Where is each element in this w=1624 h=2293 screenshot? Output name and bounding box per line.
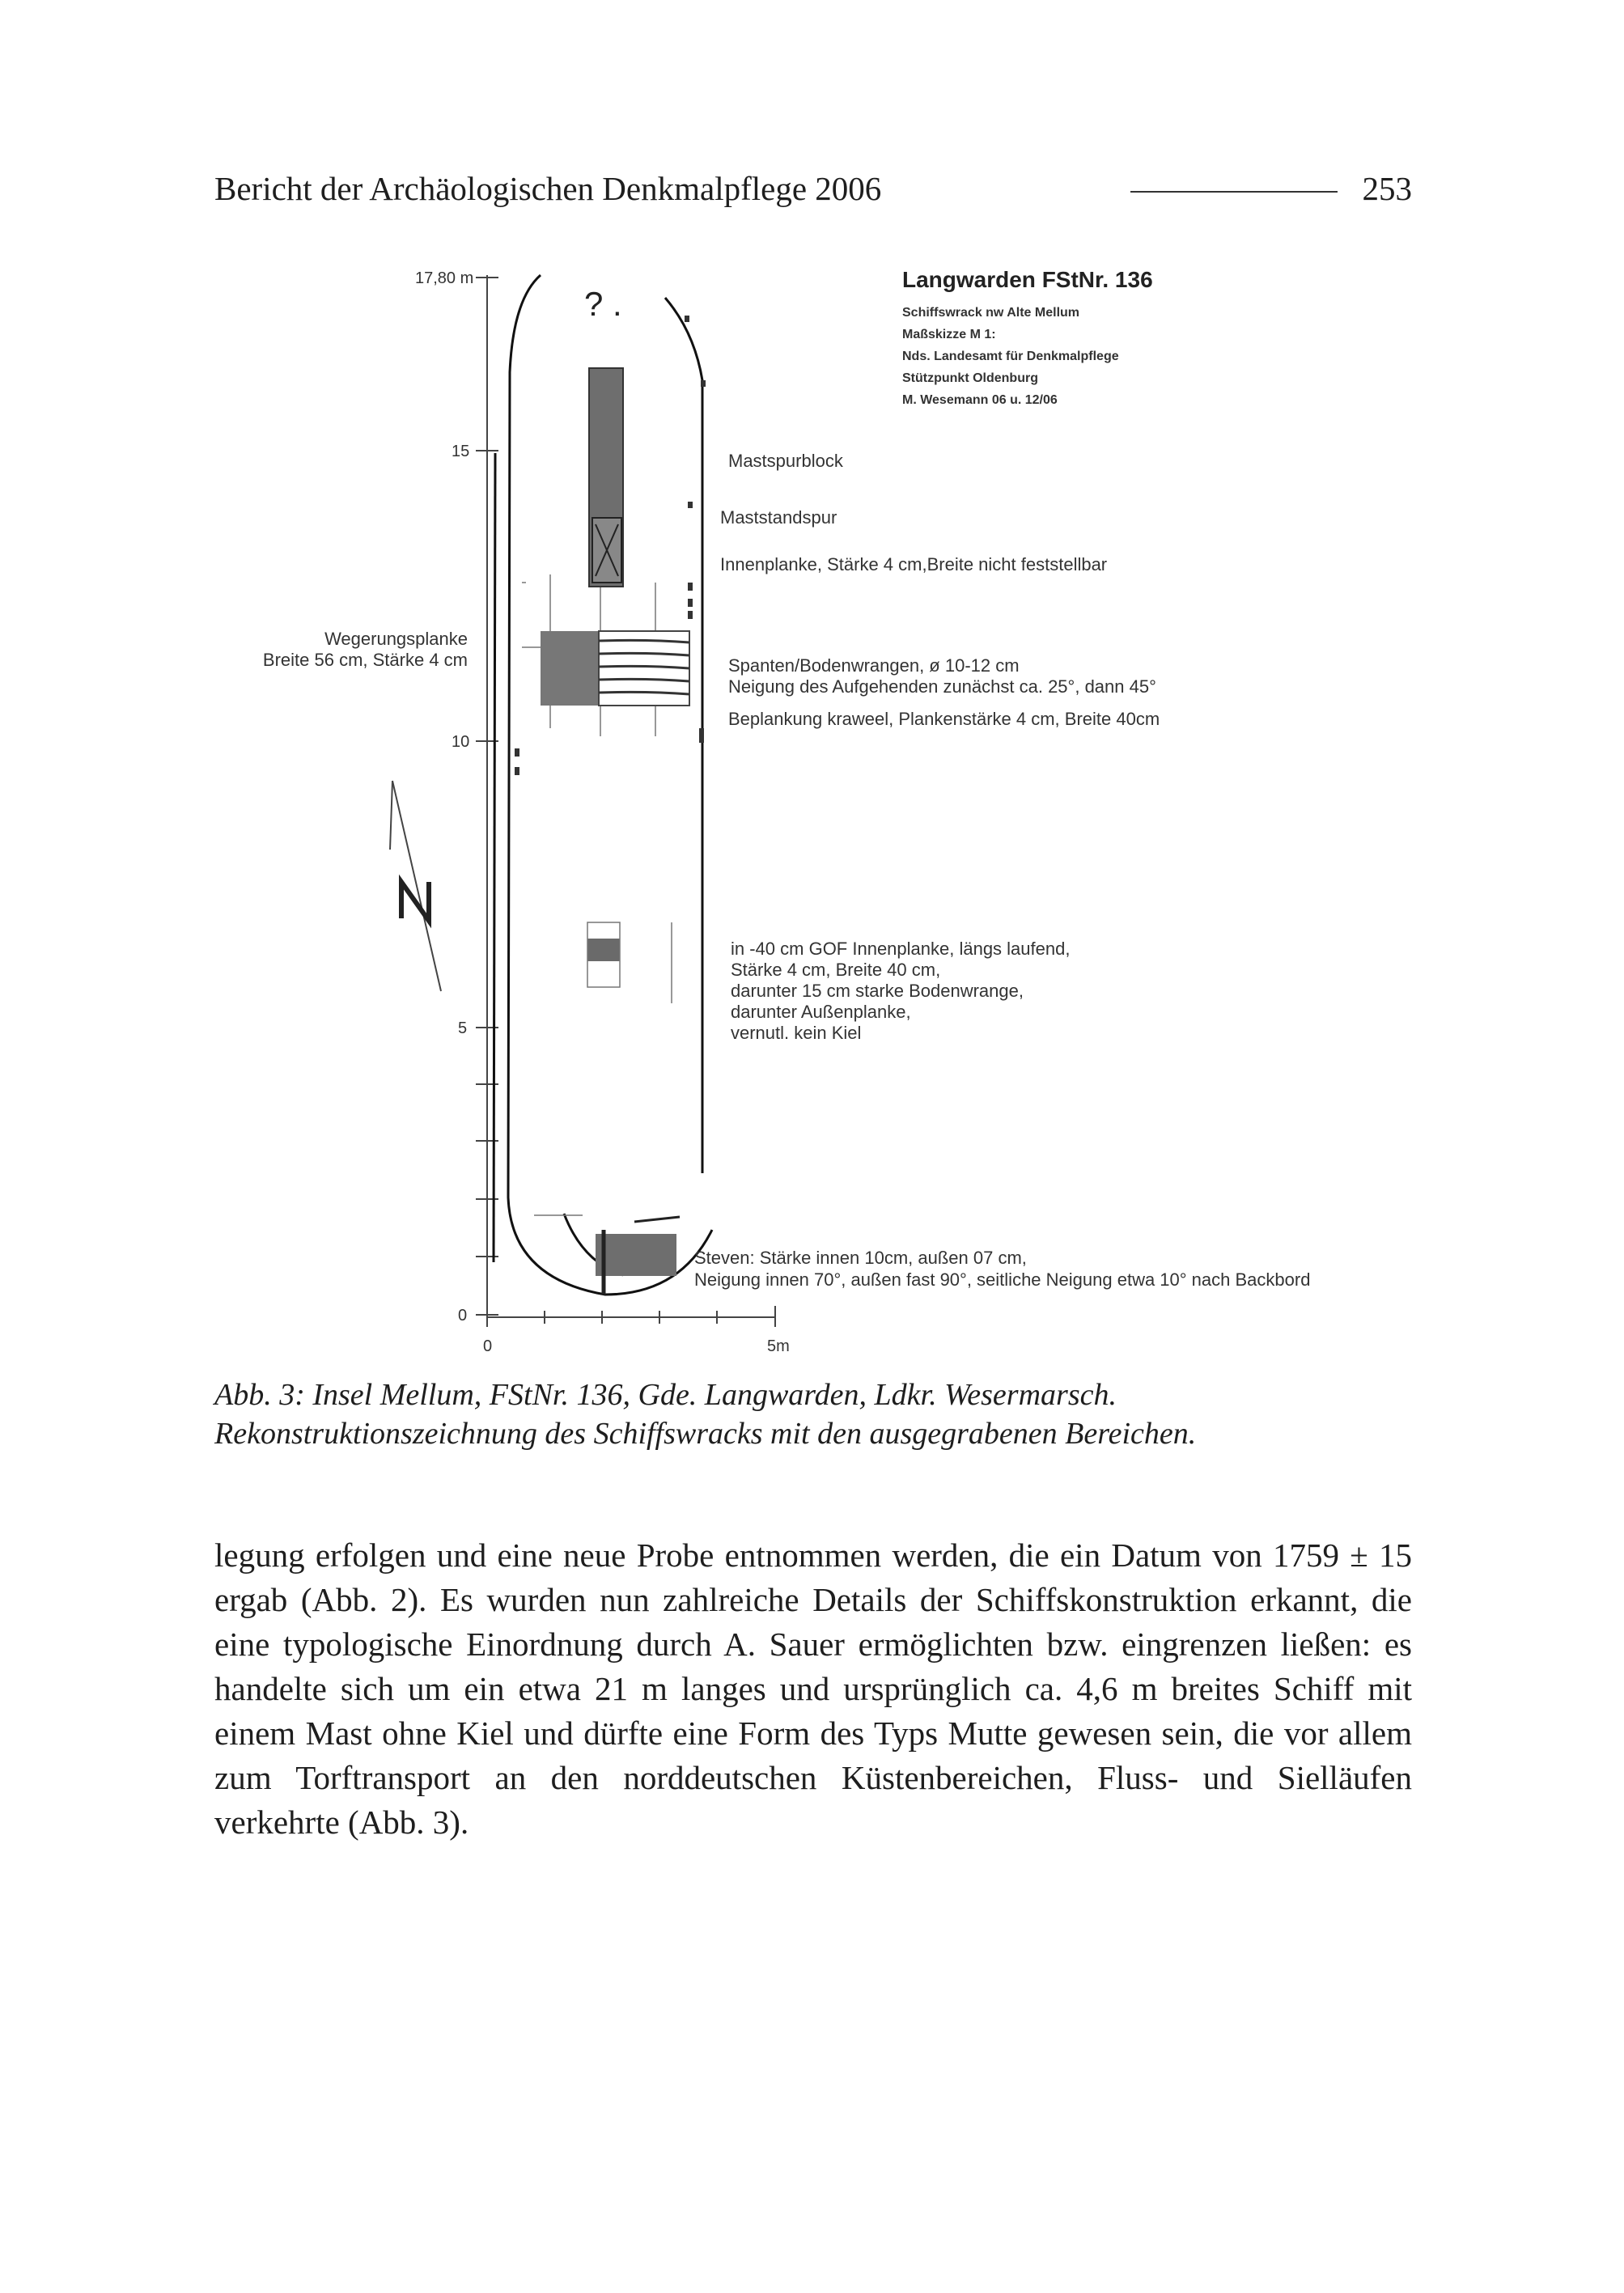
- figure-meta-3: Nds. Landesamt für Denkmalpflege: [902, 350, 1119, 363]
- stem-area: [596, 1234, 676, 1276]
- label-gof-4: darunter Außenplanke,: [731, 1002, 911, 1022]
- label-spanten-1: Spanten/Bodenwrangen, ø 10-12 cm: [728, 655, 1020, 676]
- wegerungsplanke-label-1: Wegerungsplanke: [324, 629, 468, 649]
- label-steven-1: Steven: Stärke innen 10cm, außen 07 cm,: [694, 1248, 1027, 1268]
- figure-title: Langwarden FStNr. 136: [902, 267, 1153, 292]
- figure-meta-2: Maßskizze M 1:: [902, 328, 996, 341]
- figure-caption: Abb. 3: Insel Mellum, FStNr. 136, Gde. Langwarden, Ldkr. Wesermarsch. Rekonstruktionszeichnung des Schiffswracks mit den ausgegrabenen Bereichen.: [214, 1378, 1197, 1451]
- scale-label-5: 5: [458, 1019, 468, 1037]
- wegerungsplanke: [541, 631, 599, 706]
- label-gof-5: vernutl. kein Kiel: [731, 1023, 862, 1043]
- scale-h-5m: 5m: [767, 1337, 790, 1355]
- scale-label-15: 15: [452, 443, 470, 460]
- figure-meta-5: M. Wesemann 06 u. 12/06: [902, 393, 1058, 407]
- excavated-areas: [541, 368, 689, 1295]
- unknown-bow-mark: ? .: [584, 285, 622, 323]
- figure-meta-4: Stützpunkt Oldenburg: [902, 371, 1038, 385]
- label-gof-2: Stärke 4 cm, Breite 40 cm,: [731, 960, 941, 980]
- running-title: Bericht der Archäologischen Denkmalpflege 2006: [214, 170, 882, 207]
- label-gof-3: darunter 15 cm starke Bodenwrange,: [731, 981, 1024, 1001]
- horizontal-scale: [487, 1306, 775, 1327]
- gof-sample: [587, 939, 620, 961]
- label-innenplanke: Innenplanke, Stärke 4 cm,Breite nicht feststellbar: [720, 554, 1108, 574]
- north-letter: N: [390, 926, 392, 930]
- north-arrow-icon: [390, 781, 441, 991]
- label-maststandspur: Maststandspur: [720, 507, 837, 528]
- label-gof-1: in -40 cm GOF Innenplanke, längs laufend,: [731, 939, 1071, 959]
- label-spanten-2: Neigung des Aufgehenden zunächst ca. 25°, dann 45°: [728, 676, 1156, 697]
- scale-h-0: 0: [483, 1337, 493, 1355]
- label-beplankung: Beplankung kraweel, Plankenstärke 4 cm, Breite 40cm: [728, 709, 1160, 729]
- scale-label-1780: 17,80 m: [415, 269, 474, 287]
- scale-label-10: 10: [452, 733, 470, 751]
- body-paragraph: legung erfolgen und eine neue Probe entnommen werden, die ein Datum von 1759 ± 15 ergab (Abb. 2). Es wurden nun zahlreiche Details der Schiffskonstruktion erkannt, die eine typologische Einordnung durch A. Sauer ermöglichten bzw. eingrenzen ließen: es handelte sich um ein etwa 21 m langes und ursprünglich ca. 4,6 m breites Schiff mit einem Mast ohne Kiel und dürfte eine Form des Typs Mutte gewesen sein, die vor allem zum Torftransport an den norddeutschen Küstenbereichen, Fluss- und Sielläufen verkehrte (Abb. 3).: [214, 1536, 1412, 1841]
- label-steven-2: Neigung innen 70°, außen fast 90°, seitliche Neigung etwa 10° nach Backbord: [694, 1269, 1311, 1290]
- figure-meta-1: Schiffswrack nw Alte Mellum: [902, 306, 1080, 320]
- label-mastspurblock: Mastspurblock: [728, 451, 843, 471]
- scale-label-0: 0: [458, 1307, 468, 1325]
- wegerungsplanke-label-2: Breite 56 cm, Stärke 4 cm: [262, 650, 468, 670]
- page-number: 253: [1362, 170, 1412, 207]
